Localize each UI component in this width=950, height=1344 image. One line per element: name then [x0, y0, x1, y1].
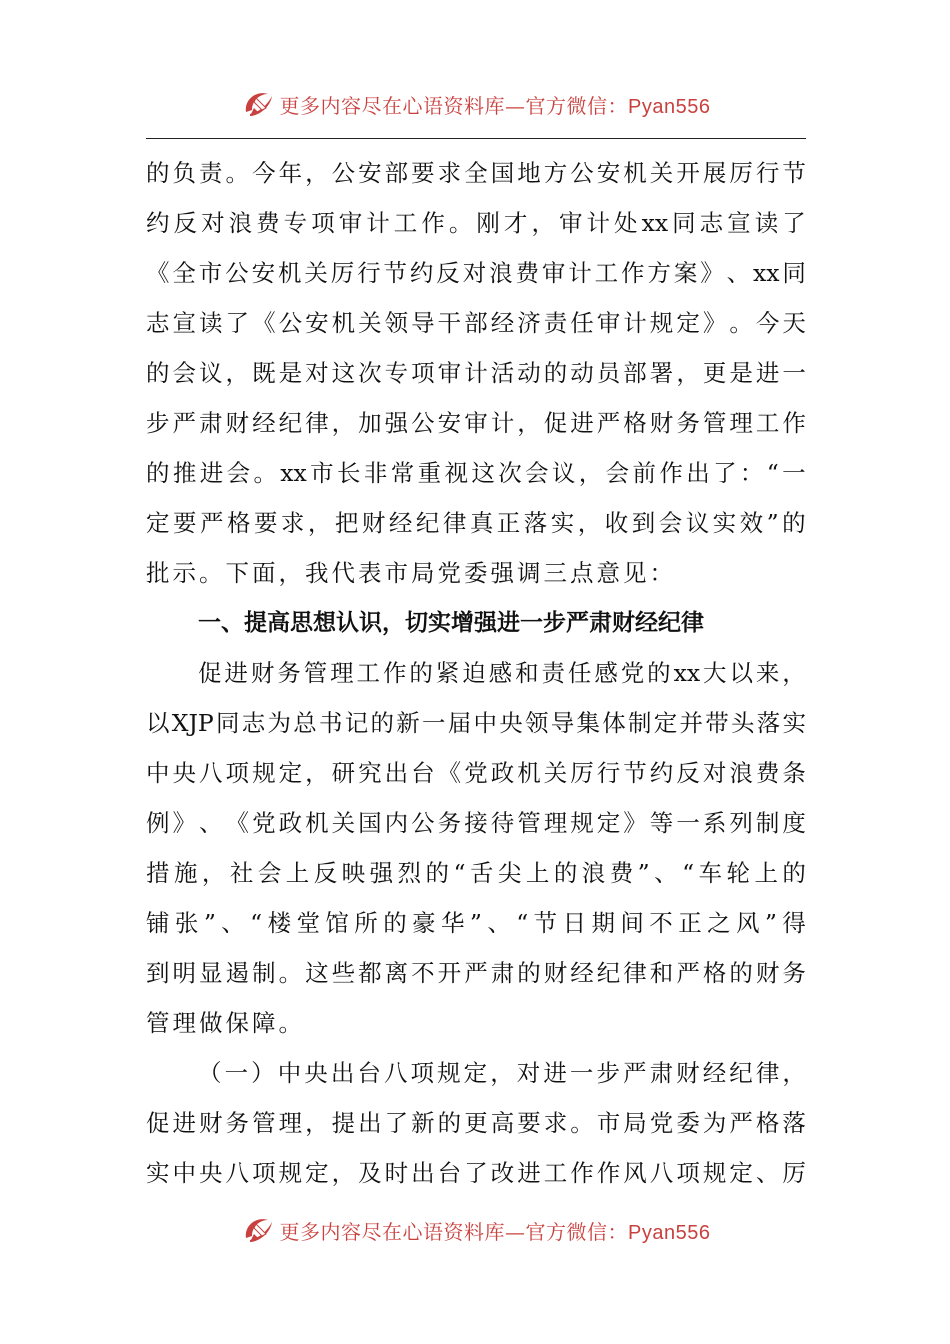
text-line: 批示。下面，我代表市局党委强调三点意见： — [146, 559, 676, 587]
text-line: 促 进 财 务 管 理 ， 提 出 了 新 的 更 高 要 求 。 市 局 党 委 为 严 格 落 — [146, 1109, 806, 1137]
text-line: 志 宣 读 了 《 公 安 机 关 领 导 干 部 经 济 责 任 审 计 规 定 》 。 今 天 — [146, 309, 806, 337]
watermark-wechat-id: Pyan556 — [628, 95, 711, 118]
text-line: 到 明 显 遏 制 。 这 些 都 离 不 开 严 肃 的 财 经 纪 律 和 严 格 的 财 务 — [146, 959, 806, 987]
text-line: 中 央 八 项 规 定 ， 研 究 出 台 《 党 政 机 关 厉 行 节 约 反 对 浪 费 条 — [146, 759, 806, 787]
footer-watermark — [0, 1210, 950, 1250]
text-line: 定 要 严 格 要 求 ， 把 财 经 纪 律 真 正 落 实 ， 收 到 会 议 实 效 ” 的 — [146, 509, 806, 537]
text-line: 促 进 财 务 管 理 工 作 的 紧 迫 感 和 责 任 感 党 的 xx 大 以 来 ， — [198, 659, 806, 687]
pen-swoosh-logo-icon — [240, 1212, 276, 1248]
text-line: 铺 张 ” 、 “ 楼 堂 馆 所 的 豪 华 ” 、 “ 节 日 期 间 不 正 之 风 ” 得 — [146, 909, 806, 937]
watermark-wechat-id: Pyan556 — [628, 1221, 711, 1244]
text-line: 的 负 责 。 今 年 ， 公 安 部 要 求 全 国 地 方 公 安 机 关 开 展 厉 行 节 — [146, 159, 806, 187]
text-line: 例 》 、 《 党 政 机 关 国 内 公 务 接 待 管 理 规 定 》 等 一 系 列 制 度 — [146, 809, 806, 837]
text-line: 管理做保障。 — [146, 1009, 305, 1037]
text-line: 约 反 对 浪 费 专 项 审 计 工 作 。 刚 才 ， 审 计 处 xx 同 志 宣 读 了 — [146, 209, 806, 237]
text-line: 措 施 ， 社 会 上 反 映 强 烈 的 “ 舌 尖 上 的 浪 费 ” 、 “ 车 轮 上 的 — [146, 859, 806, 887]
watermark-text: 更多内容尽在心语资料库—官方微信： — [279, 93, 629, 118]
header-divider — [146, 138, 806, 139]
document-body — [146, 148, 806, 1198]
header-watermark — [0, 84, 950, 124]
text-line: 实 中 央 八 项 规 定 ， 及 时 出 台 了 改 进 工 作 作 风 八 项 规 定 、 厉 — [146, 1159, 806, 1187]
text-line: （ 一 ） 中 央 出 台 八 项 规 定 ， 对 进 一 步 严 肃 财 经 纪 律 ， — [198, 1059, 806, 1087]
text-line: 《 全 市 公 安 机 关 厉 行 节 约 反 对 浪 费 审 计 工 作 方 案 》 、 xx 同 — [146, 259, 806, 287]
section-heading: 一、提高思想认识，切实增强进一步严肃财经纪律 — [198, 610, 704, 636]
text-line: 的 推 进 会 。 xx 市 长 非 常 重 视 这 次 会 议 ， 会 前 作 出 了 ： “ 一 — [146, 459, 806, 487]
text-line: 步 严 肃 财 经 纪 律 ， 加 强 公 安 审 计 ， 促 进 严 格 财 务 管 理 工 作 — [146, 409, 806, 437]
text-line: 的 会 议 ， 既 是 对 这 次 专 项 审 计 活 动 的 动 员 部 署 ， 更 是 进 一 — [146, 359, 806, 387]
text-line: 以 XJP 同 志 为 总 书 记 的 新 一 届 中 央 领 导 集 体 制 定 并 带 头 落 实 — [146, 709, 806, 737]
watermark-text: 更多内容尽在心语资料库—官方微信： — [279, 1219, 629, 1244]
pen-swoosh-logo-icon — [240, 86, 276, 122]
